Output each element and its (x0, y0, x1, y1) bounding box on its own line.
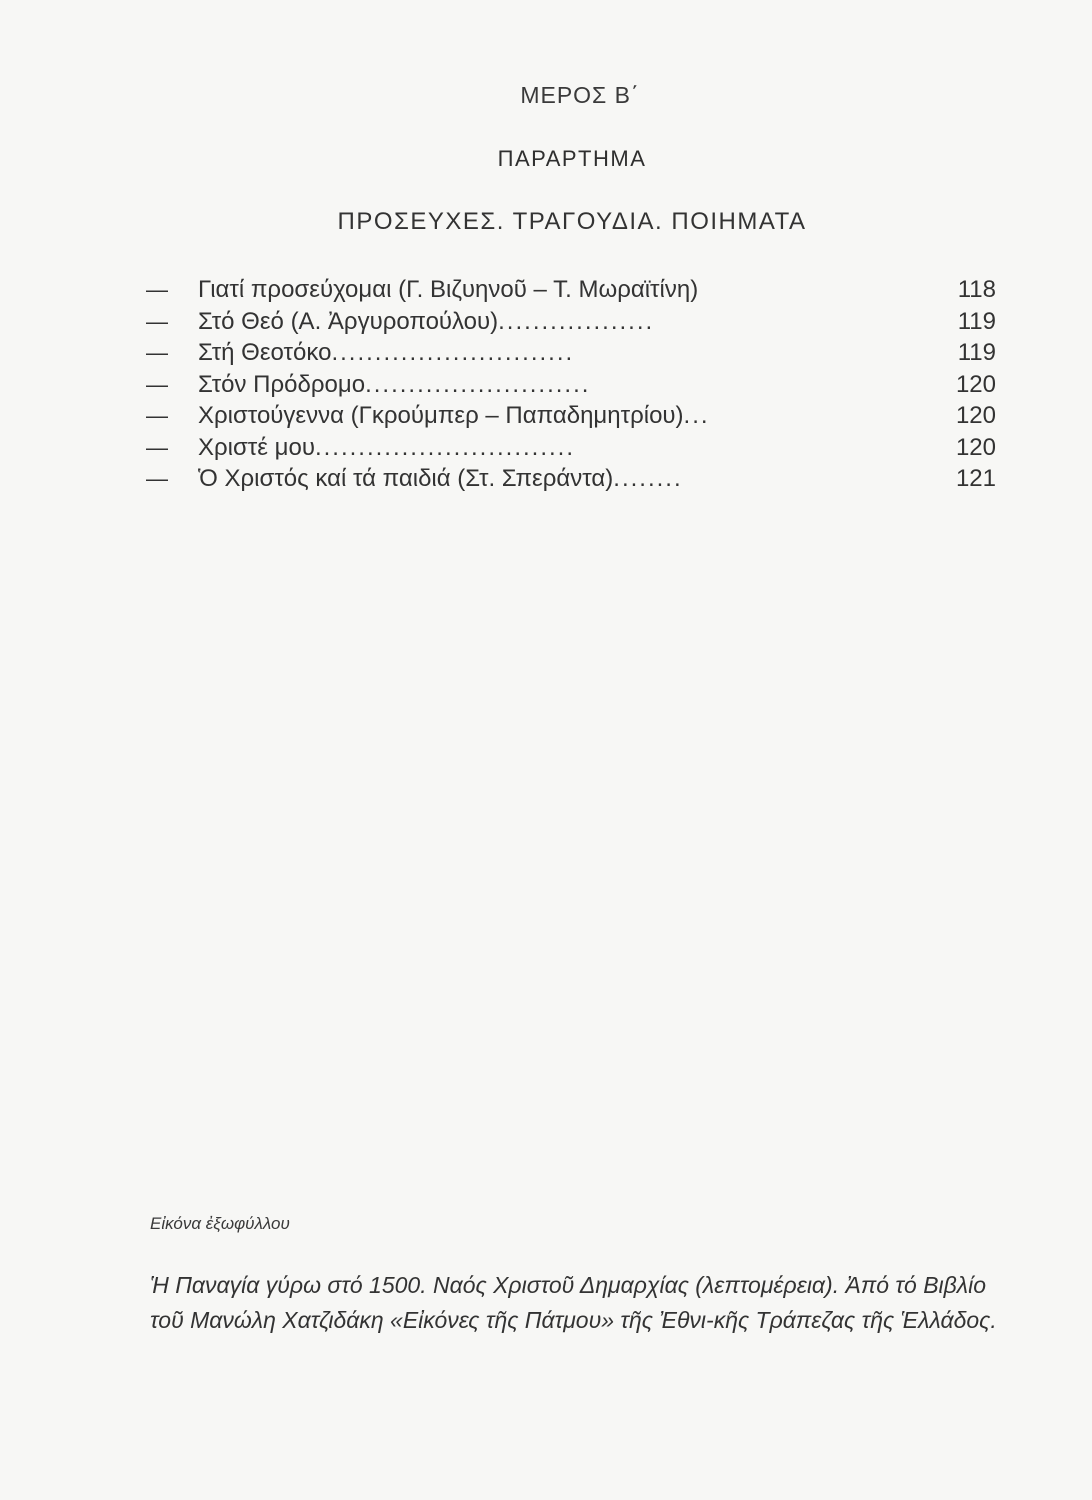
section-title: ΠΡΟΣΕΥΧΕΣ. ΤΡΑΓΟΥΔΙΑ. ΠΟΙΗΜΑΤΑ (337, 208, 807, 235)
toc-dash: — (146, 308, 168, 334)
toc-entry-title: Γιατί προσεύχομαι (Γ. Βιζυηνοῦ – Τ. Μωραϊτίνη) (198, 276, 699, 303)
toc-entry (146, 465, 996, 497)
toc-page-number: 120 (955, 370, 996, 398)
toc-entry-title: Ὁ Χριστός καί τά παιδιά (Στ. Σπεράντα) (198, 465, 614, 492)
table-of-contents (146, 276, 996, 497)
toc-dash: — (146, 277, 168, 302)
toc-entry (146, 339, 996, 371)
toc-dash: — (146, 466, 168, 491)
toc-leader: .................. (498, 307, 655, 335)
toc-entry (146, 371, 996, 403)
toc-leader: ............................ (331, 339, 575, 366)
toc-dash: — (146, 371, 168, 397)
toc-page-number: 121 (955, 465, 996, 492)
toc-page-number: 120 (955, 402, 996, 429)
toc-entry-title: Στόν Πρόδρομο (198, 370, 366, 398)
toc-leader: .......................... (365, 370, 591, 398)
toc-page-number: 119 (957, 307, 996, 335)
toc-leader: ........ (613, 465, 683, 492)
toc-entry (146, 308, 996, 340)
toc-page-number: 118 (957, 276, 996, 303)
appendix-title: ΠΑΡΑΡΤΗΜΑ (497, 146, 647, 171)
toc-entry-title: Στό Θεό (Α. Ἀργυροπούλου) (198, 307, 499, 335)
part-label: ΜΕΡΟΣ Β΄ (520, 82, 640, 108)
toc-entry-title: Χριστούγεννα (Γκρούμπερ – Παπαδημητρίου) (198, 402, 684, 429)
toc-dash: — (146, 403, 168, 428)
toc-entry-title: Στή Θεοτόκο (198, 339, 332, 366)
toc-leader: ... (683, 402, 710, 429)
toc-entry-title: Χριστέ μου (198, 433, 315, 461)
toc-entry (146, 402, 996, 434)
cover-image-caption: Ἡ Παναγία γύρω στό 1500. Ναός Χριστοῦ Δημαρχίας (λεπτομέρεια). Ἀπό τό Βιβλίο τοῦ Μανώλη Χατζιδάκη «Εἰκόνες τῆς Πάτμου» τῆς Ἐθνι-κῆς Τράπεζας τῆς Ἑλλάδος. (150, 1272, 997, 1333)
toc-page-number: 120 (955, 433, 996, 461)
toc-leader: .............................. (314, 433, 575, 461)
toc-entry (146, 276, 996, 308)
toc-page-number: 119 (957, 339, 996, 366)
toc-dash: — (146, 434, 168, 460)
toc-dash: — (146, 340, 168, 365)
cover-image-heading: Εἰκόνα ἐξωφύλλου (150, 1214, 290, 1233)
toc-entry (146, 434, 996, 466)
